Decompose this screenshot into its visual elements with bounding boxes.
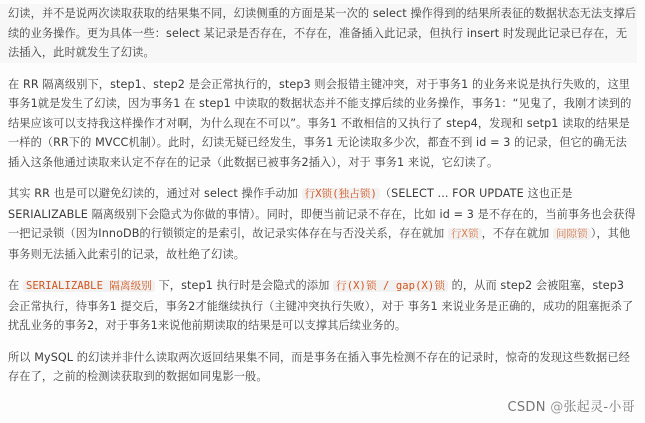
watermark-author: 张起灵-小哥 (563, 399, 635, 415)
paragraph-conclusion: 所以 MySQL 的幻读并非什么读取两次返回结果集不同，而是事务在插入事先检测不存在的记录时，惊奇的发现这些数据已经存在了，之前的检测读获取到的数据如同鬼影一般。 (8, 350, 630, 383)
paragraph-text: 其实 RR 也是可以避免幻读的，通过对 select 操作手动加 (8, 187, 302, 200)
watermark-site: CSDN (507, 399, 546, 415)
csdn-watermark (507, 398, 635, 418)
article-body (8, 4, 637, 399)
paragraph-text: 的，从而 step2 会被阻塞，step3 会正常执行，待事务1 提交后，事务2才能继续执行（主键冲突执行失败），对于 事务1 来说业务是正确的，成功的阻塞扼杀了扰乱业务的事务2，对于事务1来说他前期读取的结果是可以支撑其后续业务的。 (8, 279, 634, 332)
inline-code-row-gap-lock: 行(X)锁 / gap(X)锁 (333, 280, 448, 292)
paragraph-rr-isolation: 在 RR 隔离级别下，step1、step2 是会正常执行的，step3 则会报错主键冲突，对于事务1 的业务来说是执行失败的，这里事务1就是发生了幻读，因为事务1 在 step1 中读取的数据状态并不能支撑后续的业务操作，事务1：“见鬼了，我刚才读到的结果应该可以支持我这样操作才对啊，为什么现在不可以”。事务1 不敢相信的又执行了 step4，发现和 setp1 读取的结果是一样的（RR下的 MVCC机制）。此时，幻读无疑已经发生，事务1 无论读取多少次，都查不到 id = 3 的记录，但它的确无法插入这条他通过读取来认定不存在的记录（此数据已被事务2插入），对于 事务1 来说，它幻读了。 (8, 77, 632, 169)
paragraph-text: 在 (8, 279, 23, 292)
paragraph-rr-avoid-phantom (8, 184, 637, 264)
paragraph-text: 下，step1 执行时是会隐式的添加 (154, 279, 334, 292)
paragraph-phantom-read-definition: 幻读，并不是说两次读取获取的结果集不同，幻读侧重的方面是某一次的 select 操作得到的结果所表征的数据状态无法支撑后续的业务操作。更为具体一些：select 某记录是否存在，不存在，准备插入此记录，但执行 insert 时发现此记录已存在，无法插入，此时就发生了幻读。 (0, 4, 637, 63)
paragraph-text: ），其他事务则无法插入此索引的记录，故杜绝了幻读。 (8, 227, 631, 261)
inline-code-serializable: SERIALIZABLE 隔离级别 (23, 280, 155, 292)
paragraph-text: （SELECT ... FOR UPDATE 这也正是 SERIALIZABLE 隔离级别下会隐式为你做的事情）。同时，即便当前记录不存在，比如 id = 3 是不存在的，当前事务也会获得一把记录锁（因为InnoDB的行锁锁定的是索引，故记录实体存在与否没关系，存在就加 (8, 187, 636, 240)
inline-code-gap-lock: 间隙锁 (553, 228, 591, 240)
paragraph-text: ，不存在就加 (481, 227, 553, 240)
paragraph-serializable (8, 276, 637, 336)
inline-code-row-x-lock-short: 行X锁 (448, 228, 482, 240)
watermark-separator: @ (550, 399, 564, 415)
inline-code-row-x-lock: 行X锁(独占锁) (302, 188, 380, 200)
